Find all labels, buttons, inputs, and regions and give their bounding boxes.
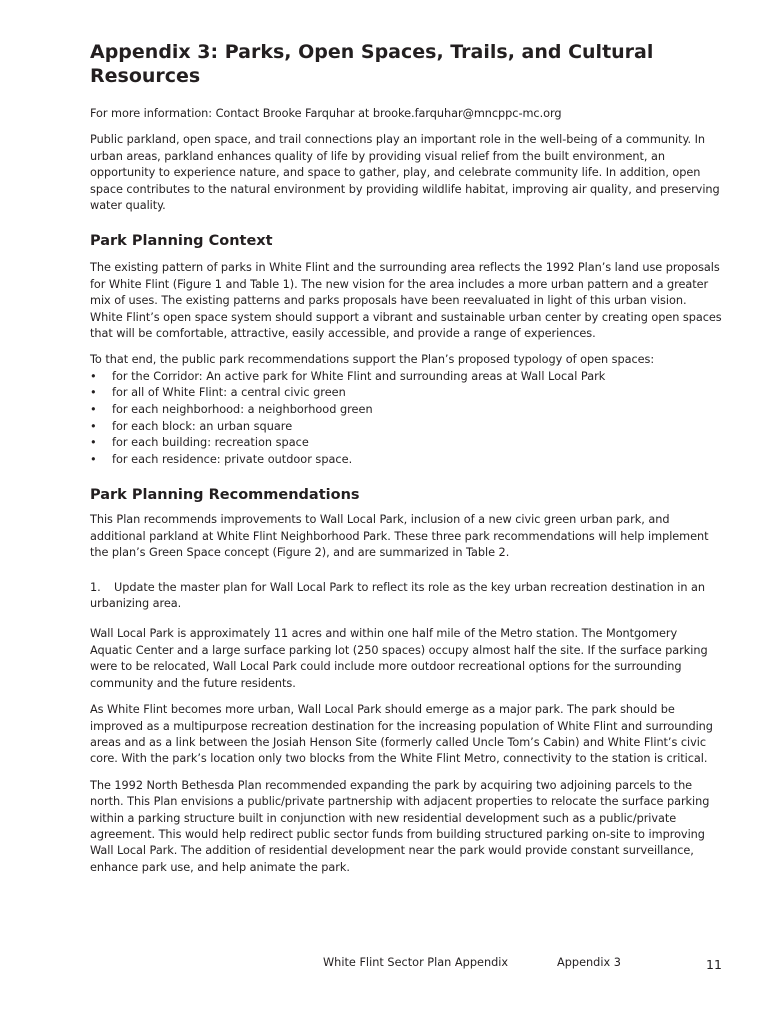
section-heading-context: Park Planning Context bbox=[90, 233, 273, 250]
page-title: Appendix 3: Parks, Open Spaces, Trails, and Cultural Resources bbox=[90, 41, 654, 87]
page-content bbox=[90, 40, 722, 876]
list-item: • for each residence: private outdoor space. bbox=[90, 452, 722, 469]
page-footer bbox=[0, 955, 768, 975]
recommendations-paragraph-4: The 1992 North Bethesda Plan recommended expanding the park by acquiring two adjoining parcels to the north. This Plan envisions a public/private partnership with adjacent properties to relocate the surface parking within a parking structure built in conjunction with new residential development such as a public/private agreement. This would help redirect public sector funds from building structured parking on-site to improving Wall Local Park. The addition of residential development near the park would provide constant surveillance, enhance park use, and help animate the park. bbox=[90, 778, 710, 874]
intro-paragraph: Public parkland, open space, and trail connections play an important role in the well-being of a community. In urban areas, parkland enhances quality of life by providing visual relief from the built environment, an opportunity to experience nature, and space to gather, play, and celebrate community life. In addition, open space contributes to the natural environment by providing wildlife habitat, improving air quality, and preserving water quality. bbox=[90, 133, 720, 213]
bullet-icon: • bbox=[90, 452, 97, 466]
bullet-icon: • bbox=[90, 436, 97, 450]
bullet-icon: • bbox=[90, 369, 97, 383]
list-item: • for each building: recreation space bbox=[90, 435, 722, 452]
bullet-icon: • bbox=[90, 403, 97, 417]
contact-line: For more information: Contact Brooke Farquhar at brooke.farquhar@mncppc-mc.org bbox=[90, 107, 562, 120]
context-paragraph-2: To that end, the public park recommendations support the Plan’s proposed typology of open spaces: bbox=[90, 353, 655, 367]
list-item: • for the Corridor: An active park for White Flint and surrounding areas at Wall Local Park bbox=[90, 369, 722, 386]
recommendations-paragraph-2: Wall Local Park is approximately 11 acres and within one half mile of the Metro station. The Montgomery Aquatic Center and a large surface parking lot (250 spaces) occupy almost half the site. If the surface parking were to be relocated, Wall Local Park could include more outdoor recreational options for the surrounding community and the future residents. bbox=[90, 627, 708, 690]
recommendations-paragraph-3: As White Flint becomes more urban, Wall Local Park should emerge as a major park. The park should be improved as a multipurpose recreation destination for the increasing population of White Flint and surrounding areas and as a link between the Josiah Henson Site (formerly called Uncle Tom’s Cabin) and White Flint’s civic core. With the park’s location only two blocks from the White Flint Metro, connectivity to the station is critical. bbox=[90, 703, 713, 766]
list-item: • for each neighborhood: a neighborhood green bbox=[90, 402, 722, 419]
open-space-typology-list bbox=[90, 369, 722, 469]
footer-section: Appendix 3 bbox=[557, 956, 621, 969]
context-paragraph-1: The existing pattern of parks in White Flint and the surrounding area reflects the 1992 Plan’s land use proposals for White Flint (Figure 1 and Table 1). The new vision for the area includes a more urban pattern and a greater mix of uses. The existing patterns and parks proposals have been reevaluated in light of this urban vision. White Flint’s open space system should support a vibrant and sustainable urban center by creating open spaces that will be comfortable, attractive, easily accessible, and provide a range of experiences. bbox=[90, 261, 722, 341]
bullet-icon: • bbox=[90, 386, 97, 400]
recommendation-number: 1. bbox=[90, 580, 101, 594]
bullet-icon: • bbox=[90, 419, 97, 433]
page-number: 11 bbox=[706, 957, 722, 972]
footer-document-title: White Flint Sector Plan Appendix bbox=[323, 956, 509, 969]
list-item: • for all of White Flint: a central civic green bbox=[90, 385, 722, 402]
list-item: • for each block: an urban square bbox=[90, 419, 722, 436]
recommendation-text: Update the master plan for Wall Local Park to reflect its role as the key urban recreation destination in an urbanizing area. bbox=[90, 580, 705, 611]
recommendations-paragraph-1: This Plan recommends improvements to Wall Local Park, inclusion of a new civic green urban park, and additional parkland at White Flint Neighborhood Park. These three park recommendations will help implement the plan’s Green Space concept (Figure 2), and are summarized in Table 2. bbox=[90, 513, 709, 560]
section-heading-recommendations: Park Planning Recommendations bbox=[90, 487, 360, 504]
recommendation-item-1 bbox=[90, 580, 722, 613]
